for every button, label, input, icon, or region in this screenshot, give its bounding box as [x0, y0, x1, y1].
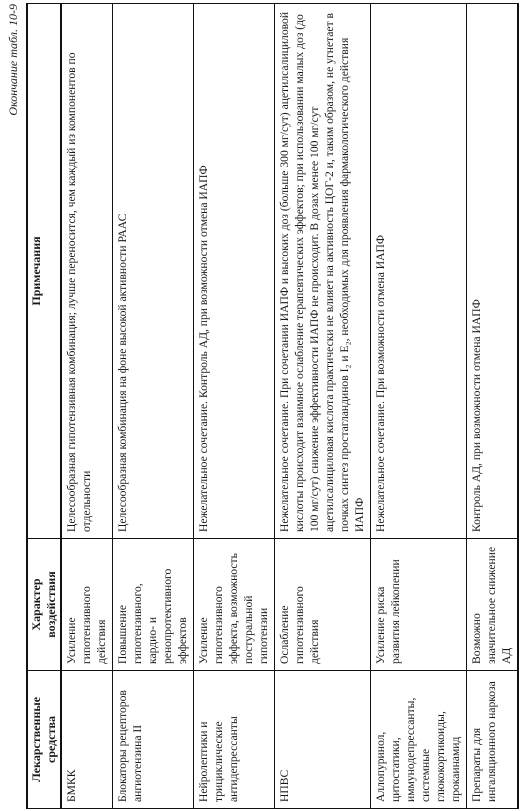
cell-action: Возможно значительное снижение АД: [467, 539, 519, 671]
cell-notes: Нежелательное сочетание. Контроль АД, при возможности отмена ИАПФ: [194, 4, 275, 539]
table-row: [371, 4, 467, 809]
cell-action: Ослабление гипотензивного действия: [275, 539, 371, 671]
cell-action: Усиление гипотензивного эффекта, возможность постуральной гипотензии: [194, 539, 275, 671]
cell-drug: БМКК: [61, 671, 113, 809]
drug-interaction-table: [26, 3, 519, 809]
table-caption: Окончание табл. 10-9: [6, 4, 20, 116]
table-row: [275, 4, 371, 809]
table-row: [194, 4, 275, 809]
header-action: Характер воздействия: [27, 539, 61, 671]
cell-notes: Нежелательное сочетание. При сочетании ИАПФ и высоких доз (больше 300 мг/сут) ацетилсалициловой кислоты происходит взаимное ослабление терапевтических эффектов; при использовании малых доз (до 100 мг/сут) снижение эффективности ИАПФ не происходит. В дозах менее 100 мг/сут ацетилсалициловая кислота практически не влияет на активность ЦОГ-2 и, таким образом, не угнетает в почках синтез простагландинов I₂ и E₂, необходимых для проявления фармакологического действия ИАПФ: [275, 4, 371, 539]
cell-action: Усиление гипотензивного действия: [61, 539, 113, 671]
cell-notes: Целесообразная гипотензивная комбинация; лучше переносится, чем каждый из компонентов по отдельности: [61, 4, 113, 539]
cell-notes: Целесообразная комбинация на фоне высокой активности РААС: [113, 4, 194, 539]
cell-action: Усиление риска развития лейкопении: [371, 539, 467, 671]
table-row: [113, 4, 194, 809]
cell-drug: Блокаторы рецепторов ангиотензина II: [113, 671, 194, 809]
cell-drug: Аллопуринол, цитостатики, иммунодепрессанты, системные глюкокортикоиды, прокаинамид: [371, 671, 467, 809]
table-row: [61, 4, 113, 809]
table-row: [467, 4, 519, 809]
header-drug: Лекарственные средства: [27, 671, 61, 809]
cell-notes: Нежелательное сочетание. При возможности отмена ИАПФ: [371, 4, 467, 539]
cell-notes: Контроль АД, при возможности отмена ИАПФ: [467, 4, 519, 539]
header-notes: Примечания: [27, 4, 61, 539]
cell-drug: Препараты для ингаляционного наркоза: [467, 671, 519, 809]
cell-drug: Нейролептики и трициклические антидепрессанты: [194, 671, 275, 809]
table-header-row: [27, 4, 61, 809]
cell-drug: НПВС: [275, 671, 371, 809]
cell-action: Повышение гипотензивного, кардио- и ренопротективного эффектов: [113, 539, 194, 671]
